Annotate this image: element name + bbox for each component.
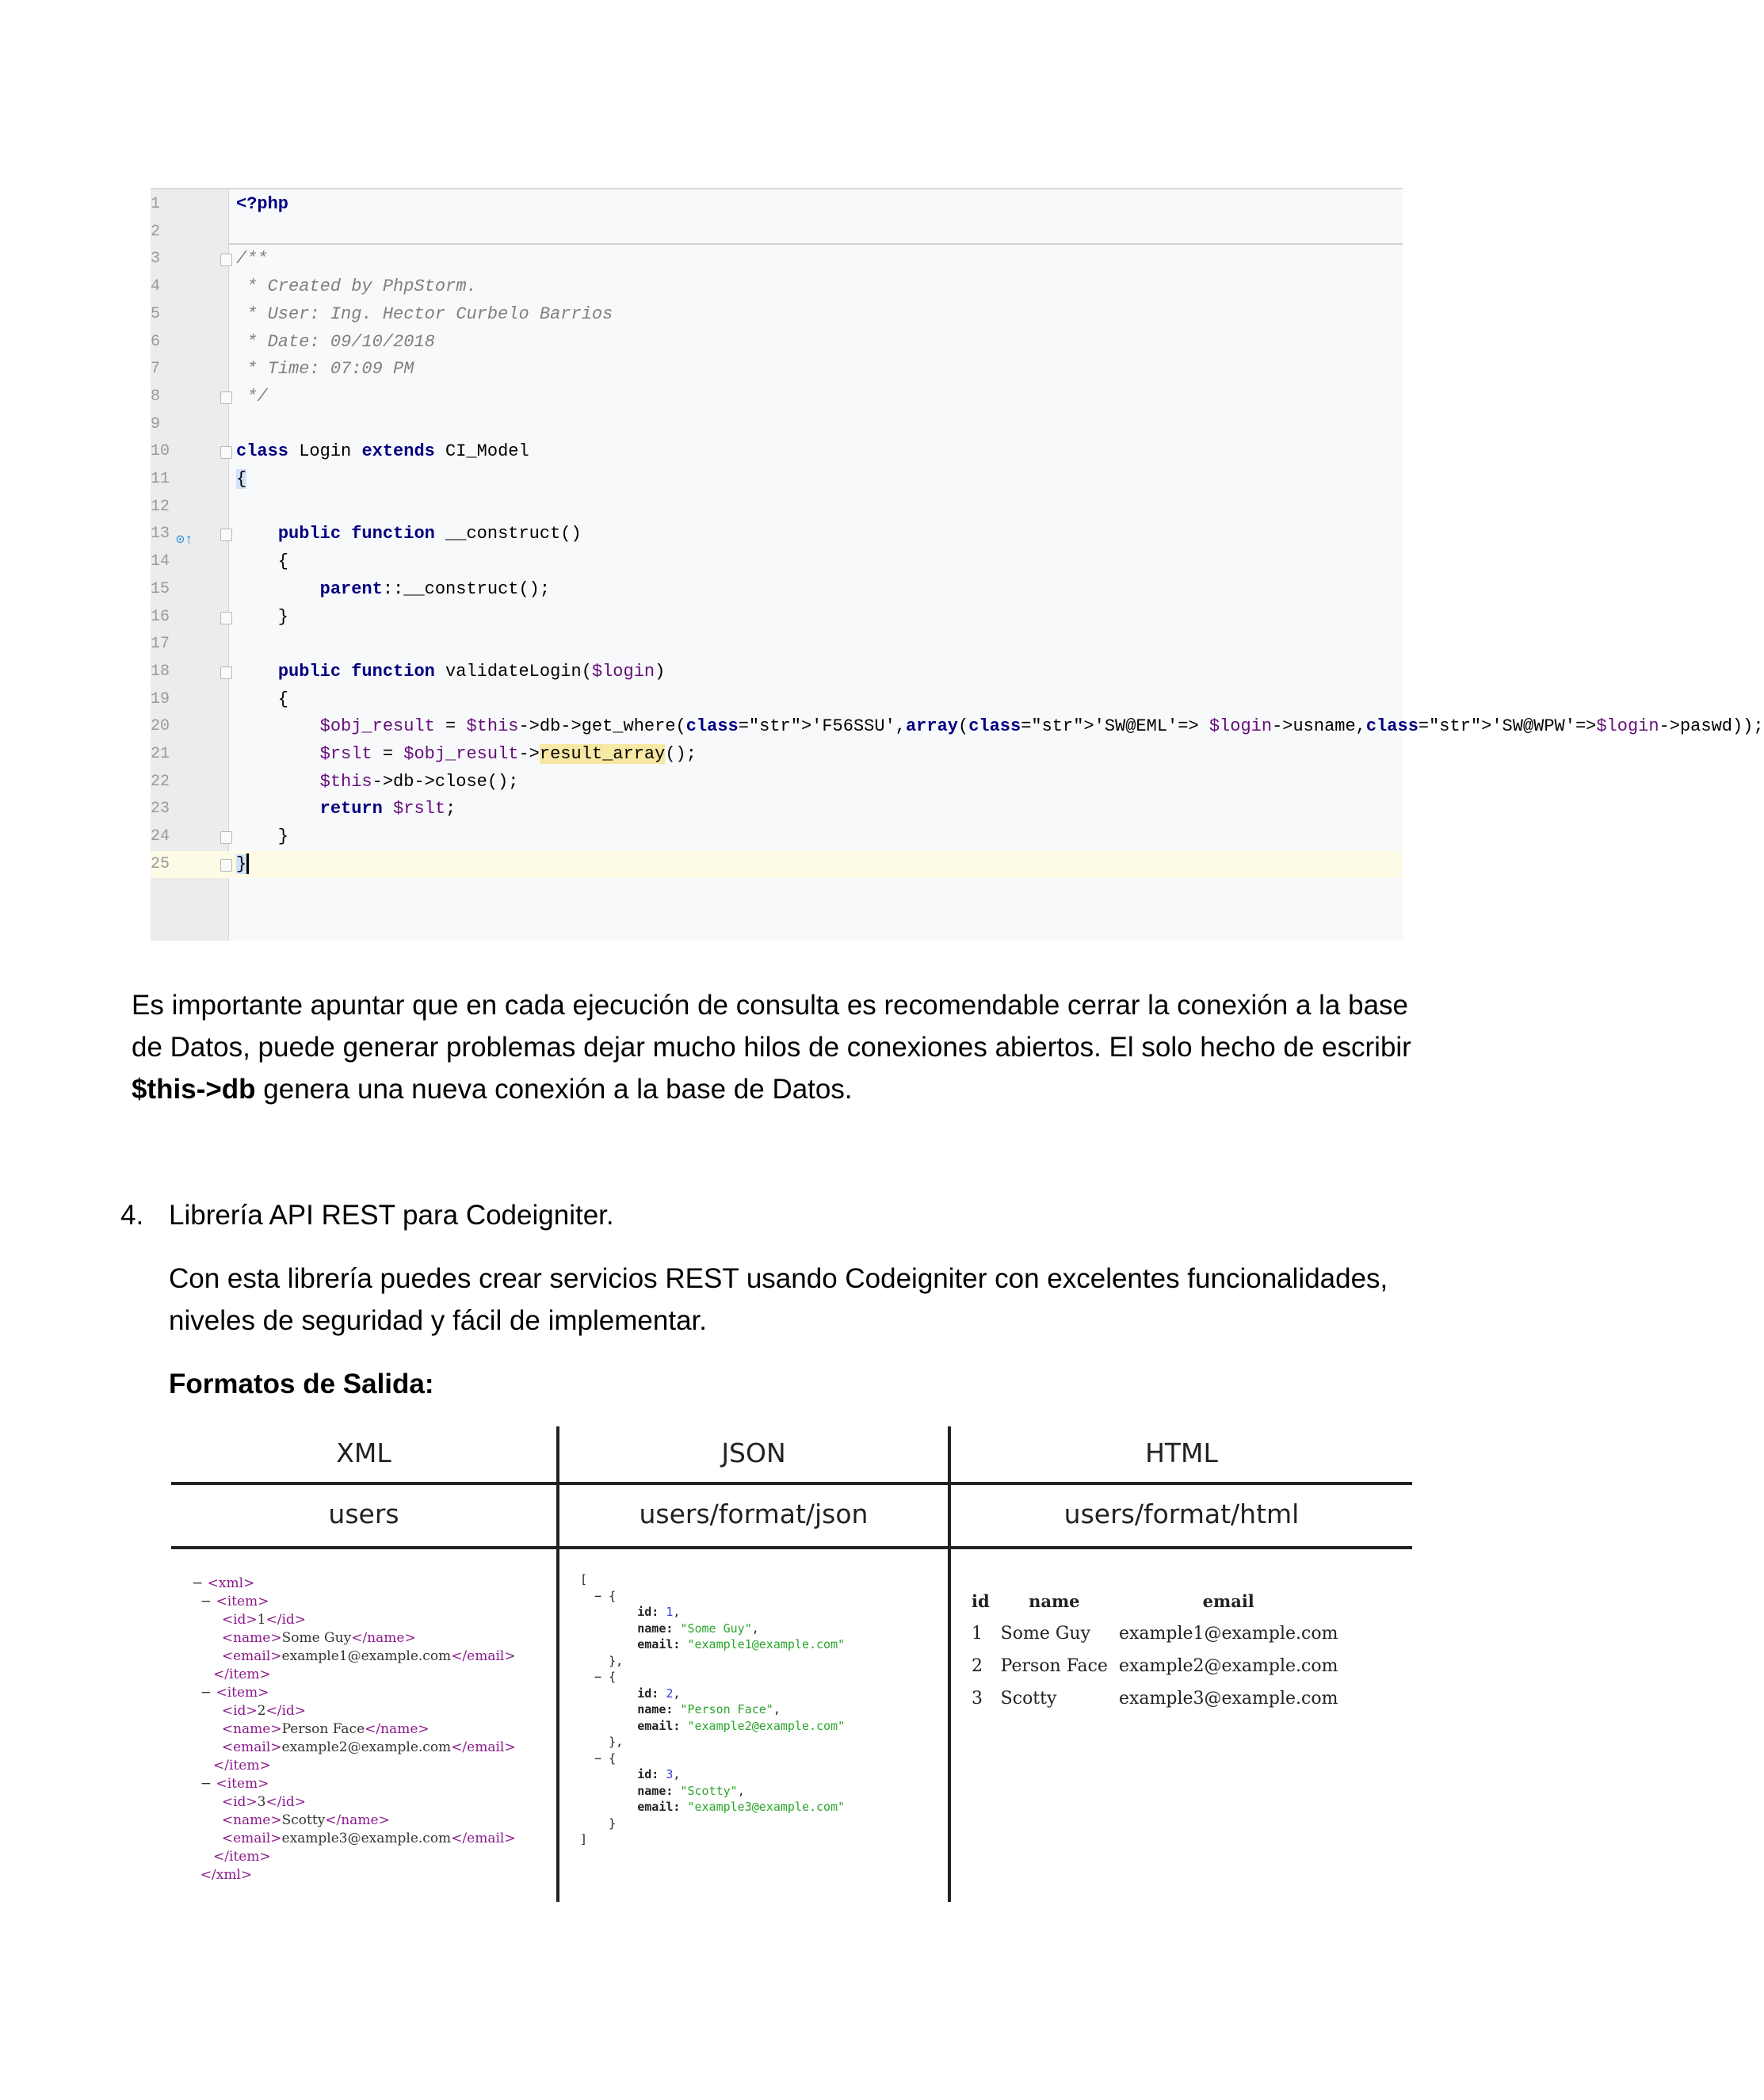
code-line [151, 713, 1764, 741]
fold-toggle-icon[interactable] [220, 529, 232, 541]
code-text: $this->db->close(); [319, 771, 519, 792]
code-line [151, 796, 1403, 823]
code-line [151, 686, 1403, 714]
header-rule [171, 1482, 1412, 1485]
code-line [151, 301, 1403, 329]
code-text: { [236, 689, 289, 709]
line-number: 12 [151, 497, 170, 516]
code-line [151, 604, 1403, 632]
fold-toggle-icon[interactable] [220, 666, 232, 679]
header-xml: XML [336, 1438, 391, 1468]
line-number: 16 [151, 607, 170, 626]
xml-line: − <item> [192, 1594, 269, 1609]
html-cell-id: 2 [972, 1656, 983, 1676]
endpoint-json: users/format/json [639, 1499, 869, 1529]
html-cell-name: Some Guy [1000, 1624, 1091, 1644]
line-number: 23 [151, 800, 170, 819]
code-text: $rslt = $obj_result->result_array(); [319, 744, 697, 764]
xml-line: − <item> [192, 1776, 269, 1792]
json-line: } [580, 1816, 617, 1831]
line-number: 22 [151, 772, 170, 791]
code-text: * Created by PhpStorm. [236, 277, 477, 297]
fold-toggle-icon[interactable] [220, 831, 232, 844]
xml-line: </item> [213, 1758, 271, 1774]
line-number: 7 [151, 360, 161, 379]
code-line [151, 329, 1403, 357]
html-cell-name: Scotty [1000, 1689, 1057, 1709]
xml-line: <email>example3@example.com</email> [221, 1831, 516, 1846]
code-line [151, 659, 1403, 686]
code-line [151, 631, 1403, 659]
code-text: /** [236, 249, 268, 269]
paragraph-line-3 [132, 1068, 1479, 1110]
html-cell-email: example3@example.com [1118, 1689, 1338, 1709]
xml-line: <name>Some Guy</name> [221, 1630, 416, 1646]
code-text: * Date: 09/10/2018 [236, 331, 435, 352]
xml-line: <name>Person Face</name> [221, 1721, 430, 1737]
section-description [169, 1258, 1516, 1342]
line-number: 19 [151, 689, 170, 708]
code-line [151, 823, 1403, 851]
code-line [151, 576, 1403, 604]
xml-line: <id>2</id> [221, 1703, 307, 1719]
json-sample [580, 1571, 845, 1848]
code-line [151, 384, 1403, 411]
column-divider-1 [556, 1426, 559, 1902]
code-line [151, 466, 1403, 494]
code-line [151, 851, 1403, 879]
line-number: 3 [151, 250, 161, 269]
json-line: email: "example1@example.com" [637, 1637, 846, 1651]
code-line [151, 521, 1403, 548]
paragraph-line-2: de Datos, puede generar problemas dejar mucho hilos de conexiones abiertos. El solo hecho de escribir [132, 1032, 1411, 1063]
header-json: JSON [721, 1438, 786, 1468]
code-line [151, 219, 1403, 246]
code-text: } [236, 827, 289, 847]
line-number: 8 [151, 387, 161, 406]
line-number: 24 [151, 827, 170, 846]
html-col-name: name [1029, 1591, 1080, 1611]
line-number: 21 [151, 745, 170, 763]
json-line: [ [580, 1572, 588, 1586]
xml-line: <name>Scotty</name> [221, 1812, 390, 1828]
code-text: * Time: 07:09 PM [236, 359, 414, 380]
xml-line: <id>3</id> [221, 1794, 307, 1810]
line-number: 25 [151, 854, 170, 873]
json-line: id: 3, [637, 1767, 681, 1781]
line-number: 4 [151, 277, 161, 296]
json-line: }, [580, 1653, 624, 1668]
html-cell-name: Person Face [1000, 1656, 1108, 1676]
fold-toggle-icon[interactable] [220, 254, 232, 266]
html-cell-email: example1@example.com [1118, 1624, 1338, 1644]
endpoint-rule [171, 1546, 1412, 1549]
code-line [151, 548, 1403, 576]
json-line: name: "Person Face", [637, 1702, 781, 1716]
xml-sample [192, 1575, 516, 1884]
xml-line: </item> [213, 1667, 271, 1682]
html-sample-row [972, 1617, 1349, 1650]
override-marker-icon: ⊙↑ [176, 533, 193, 549]
html-sample-row [972, 1650, 1349, 1682]
code-line [151, 494, 1403, 521]
code-text: } [236, 851, 249, 879]
code-line [151, 769, 1403, 796]
line-number: 15 [151, 579, 170, 598]
fold-toggle-icon[interactable] [220, 612, 232, 624]
json-line: − { [580, 1588, 617, 1603]
section-description-line-2: niveles de seguridad y fácil de implementar. [169, 1305, 707, 1336]
code-text: <?php [236, 194, 289, 214]
json-line: email: "example3@example.com" [637, 1800, 846, 1814]
xml-line: </item> [213, 1849, 271, 1865]
output-formats-heading: Formatos de Salida: [169, 1369, 434, 1399]
line-number: 2 [151, 222, 161, 241]
xml-line: − <xml> [192, 1575, 255, 1591]
html-col-id: id [972, 1591, 990, 1611]
code-line [151, 438, 1403, 466]
code-text: */ [236, 386, 268, 407]
code-editor-screenshot [151, 188, 1764, 941]
json-line: − { [580, 1670, 617, 1684]
code-text: { [236, 469, 247, 489]
code-text: parent::__construct(); [319, 578, 551, 599]
code-text: $obj_result = $this->db->get_where(class="str">'F56SSU',array(class="str">'SW@EML'=> $login->usname,class="str">'SW@WPW'=>$login->paswd)); [319, 716, 1764, 737]
fold-toggle-icon[interactable] [220, 446, 232, 459]
json-line: email: "example2@example.com" [637, 1718, 846, 1733]
html-cell-email: example2@example.com [1118, 1656, 1338, 1676]
fold-toggle-icon[interactable] [220, 859, 232, 872]
code-line [151, 741, 1403, 769]
line-number: 6 [151, 332, 161, 351]
paragraph-db-connection [132, 984, 1479, 1110]
paragraph-line-1: Es importante apuntar que en cada ejecución de consulta es recomendable cerrar la conexión a la base [132, 990, 1409, 1021]
code-text: return $rslt; [319, 799, 456, 819]
xml-line: </xml> [200, 1867, 253, 1883]
line-number: 14 [151, 552, 170, 571]
json-line: name: "Scotty", [637, 1783, 745, 1798]
html-cell-id: 3 [972, 1689, 983, 1709]
output-formats-figure [171, 1426, 1412, 1902]
html-sample-header-row [972, 1585, 1349, 1617]
code-text: public function __construct() [277, 524, 582, 544]
html-col-email: email [1202, 1591, 1254, 1611]
json-line: }, [580, 1735, 624, 1749]
line-number: 18 [151, 662, 170, 681]
code-line [151, 411, 1403, 439]
code-line [151, 273, 1403, 301]
paragraph-line-3-rest: genera una nueva conexión a la base de Datos. [255, 1074, 853, 1105]
section-title: Librería API REST para Codeigniter. [169, 1200, 614, 1231]
json-line: ] [580, 1832, 588, 1846]
endpoint-xml: users [328, 1499, 399, 1529]
header-html: HTML [1145, 1438, 1218, 1468]
section-description-line-1: Con esta librería puedes crear servicios REST usando Codeigniter con excelentes funcionalidades, [169, 1263, 1388, 1294]
line-number: 17 [151, 635, 170, 654]
html-cell-id: 1 [972, 1624, 983, 1644]
line-number: 13 [151, 525, 170, 544]
code-text: * User: Ing. Hector Curbelo Barrios [236, 304, 613, 324]
inline-code-this-db: $this->db [132, 1074, 256, 1105]
endpoint-html: users/format/html [1063, 1499, 1300, 1529]
code-line [151, 191, 1403, 219]
column-divider-2 [948, 1426, 951, 1902]
line-number: 9 [151, 414, 161, 433]
json-line: id: 1, [637, 1605, 681, 1619]
html-sample-row [972, 1682, 1349, 1715]
code-text: } [236, 606, 289, 627]
code-text: { [236, 552, 289, 572]
code-text: public function validateLogin($login) [277, 661, 666, 682]
json-line: name: "Some Guy", [637, 1621, 759, 1636]
code-line [151, 246, 1403, 273]
code-text: class Login extends CI_Model [236, 441, 529, 462]
xml-line: − <item> [192, 1685, 269, 1701]
xml-line: <email>example1@example.com</email> [221, 1648, 516, 1664]
php-tag-separator [228, 243, 1403, 245]
xml-line: <email>example2@example.com</email> [221, 1739, 516, 1755]
line-number: 1 [151, 195, 161, 213]
line-number: 5 [151, 304, 161, 323]
fold-toggle-icon[interactable] [220, 391, 232, 404]
line-number: 10 [151, 442, 170, 461]
xml-line: <id>1</id> [221, 1612, 307, 1628]
json-line: − { [580, 1751, 617, 1766]
line-number: 20 [151, 717, 170, 736]
section-number: 4. [120, 1200, 144, 1231]
line-number: 11 [151, 470, 170, 488]
html-sample-table [972, 1585, 1349, 1715]
code-line [151, 356, 1403, 384]
json-line: id: 2, [637, 1686, 681, 1701]
